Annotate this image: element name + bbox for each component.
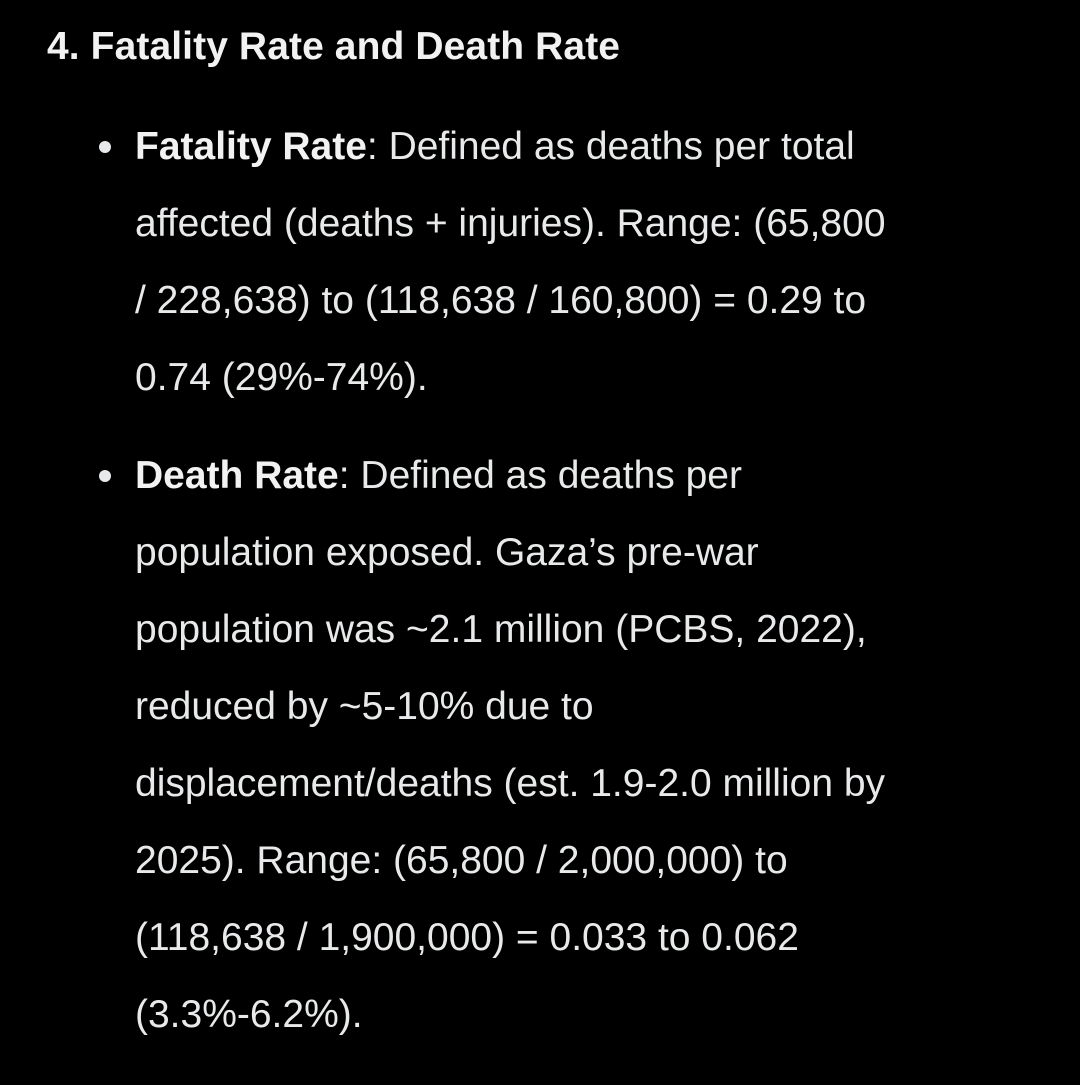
list-item-death-rate <box>135 437 1035 1053</box>
definition-text: : Defined as deaths per total <box>366 125 855 168</box>
definition-line: affected (deaths + injuries). Range: (65,800 <box>135 202 886 245</box>
bullet-dot-icon <box>99 470 111 482</box>
list-item-fatality-rate <box>135 108 1035 416</box>
definition-line: 2025). Range: (65,800 / 2,000,000) to <box>135 839 788 882</box>
bullet-dot-icon <box>99 141 111 153</box>
definition-text: : Defined as deaths per <box>338 454 742 497</box>
definition-line: population exposed. Gaza’s pre-war <box>135 531 759 574</box>
definition-line: / 228,638) to (118,638 / 160,800) = 0.29 to <box>135 279 867 322</box>
list-item-first-line <box>135 437 1035 514</box>
definition-line: 0.74 (29%-74%). <box>135 356 428 399</box>
definition-line: (3.3%-6.2%). <box>135 993 363 1036</box>
list-item-first-line <box>135 108 1035 185</box>
definition-line: (118,638 / 1,900,000) = 0.033 to 0.062 <box>135 916 799 959</box>
definition-line: population was ~2.1 million (PCBS, 2022), <box>135 608 867 651</box>
section-heading: 4. Fatality Rate and Death Rate <box>47 25 621 68</box>
definition-line: displacement/deaths (est. 1.9-2.0 million by <box>135 762 886 805</box>
term-death-rate: Death Rate <box>135 454 339 497</box>
definition-line: reduced by ~5-10% due to <box>135 685 594 728</box>
term-fatality-rate: Fatality Rate <box>135 125 367 168</box>
